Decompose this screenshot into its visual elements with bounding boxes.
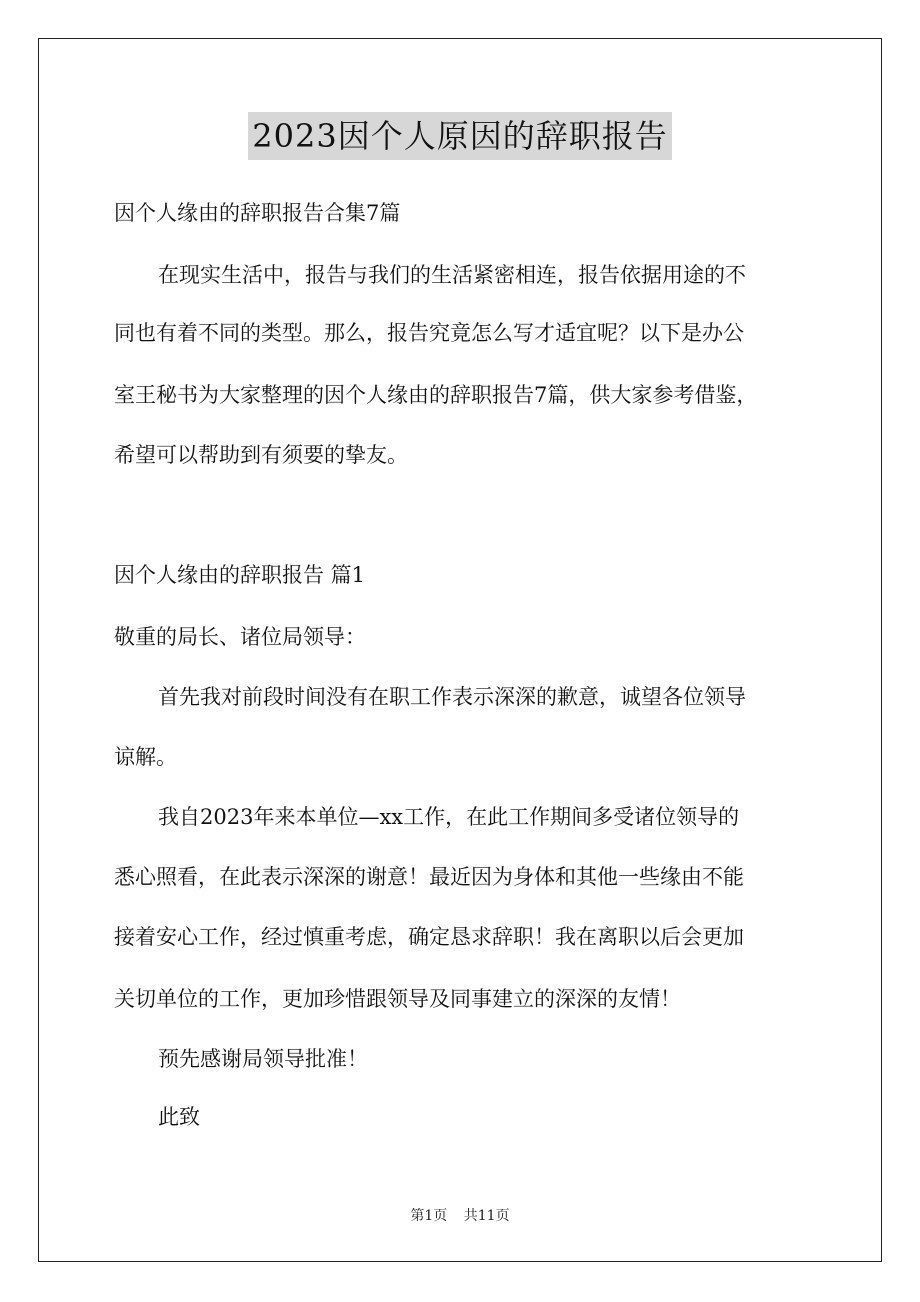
closing: 此致 (158, 1105, 200, 1129)
intro-line-3: 室王秘书为大家整理的因个人缘由的辞职报告7篇，供大家参考借鉴， (114, 383, 758, 407)
page-total: 共11页 (463, 1208, 510, 1224)
para1-line-2: 谅解。 (114, 745, 177, 769)
title-container (0, 112, 920, 160)
para2-line-1: 我自2023年来本单位—xx工作，在此工作期间多受诸位领导的 (158, 805, 740, 829)
para1-line-1: 首先我对前段时间没有在职工作表示深深的歉意，诚望各位领导 (158, 685, 746, 709)
page-footer (0, 1206, 920, 1226)
document-subtitle: 因个人缘由的辞职报告合集7篇 (114, 201, 401, 225)
para3: 预先感谢局领导批准！ (158, 1047, 368, 1071)
para2-line-2: 悉心照看，在此表示深深的谢意！最近因为身体和其他一些缘由不能 (114, 865, 744, 889)
document-title: 2023因个人原因的辞职报告 (248, 112, 671, 160)
para2-line-4: 关切单位的工作，更加珍惜跟领导及同事建立的深深的友情！ (114, 987, 681, 1011)
page-number: 第1页 (410, 1208, 448, 1224)
intro-line-2: 同也有着不同的类型。那么，报告究竟怎么写才适宜呢？以下是办公 (114, 321, 744, 345)
intro-line-4: 希望可以帮助到有须要的挚友。 (114, 443, 408, 467)
intro-line-1: 在现实生活中，报告与我们的生活紧密相连，报告依据用途的不 (158, 263, 746, 287)
salutation: 敬重的局长、诸位局领导： (114, 625, 366, 649)
para2-line-3: 接着安心工作，经过慎重考虑，确定恳求辞职！我在离职以后会更加 (114, 925, 744, 949)
section-heading: 因个人缘由的辞职报告 篇1 (114, 563, 366, 587)
